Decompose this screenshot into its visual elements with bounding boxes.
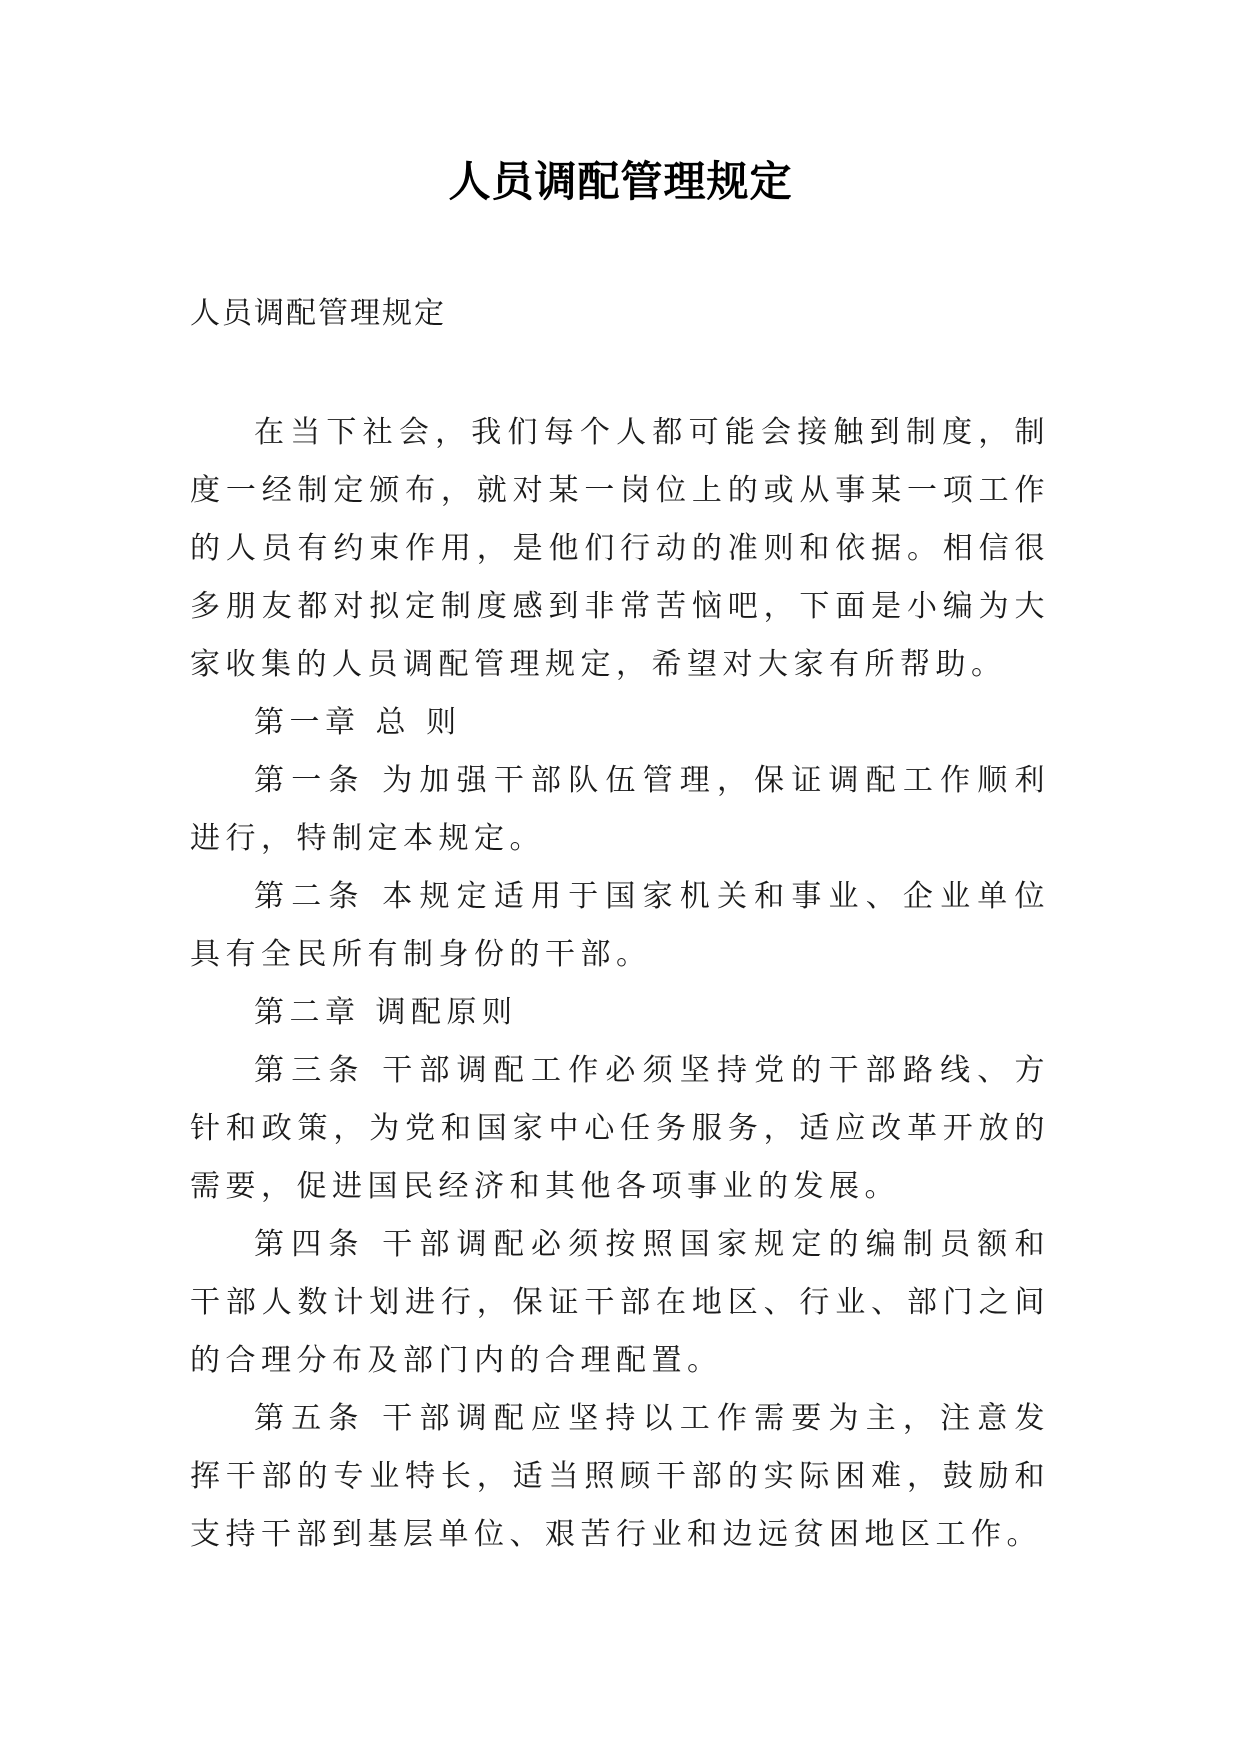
article-5: 第五条 干部调配应坚持以工作需要为主，注意发挥干部的专业特长，适当照顾干部的实际困难，鼓励和支持干部到基层单位、艰苦行业和边远贫困地区工作。 <box>190 1401 1050 1552</box>
article-4: 第四条 干部调配必须按照国家规定的编制员额和干部人数计划进行，保证干部在地区、行业、部门之间的合理分布及部门内的合理配置。 <box>190 1227 1050 1378</box>
document-title: 人员调配管理规定 <box>448 157 793 206</box>
intro-paragraph: 在当下社会，我们每个人都可能会接触到制度，制度一经制定颁布，就对某一岗位上的或从事某一项工作的人员有约束作用，是他们行动的准则和依据。相信很多朋友都对拟定制度感到非常苦恼吧，下面是小编为大家收集的人员调配管理规定，希望对大家有所帮助。 <box>190 415 1050 682</box>
document-subtitle: 人员调配管理规定 <box>190 296 446 331</box>
chapter-heading-1: 第一章 总 则 <box>254 705 462 740</box>
chapter-heading-2: 第二章 调配原则 <box>254 995 518 1030</box>
document-body <box>190 404 1050 1564</box>
article-1: 第一条 为加强干部队伍管理，保证调配工作顺利进行，特制定本规定。 <box>190 763 1050 856</box>
article-2: 第二条 本规定适用于国家机关和事业、企业单位具有全民所有制身份的干部。 <box>190 879 1050 972</box>
article-3: 第三条 干部调配工作必须坚持党的干部路线、方针和政策，为党和国家中心任务服务，适应改革开放的需要，促进国民经济和其他各项事业的发展。 <box>190 1053 1050 1204</box>
